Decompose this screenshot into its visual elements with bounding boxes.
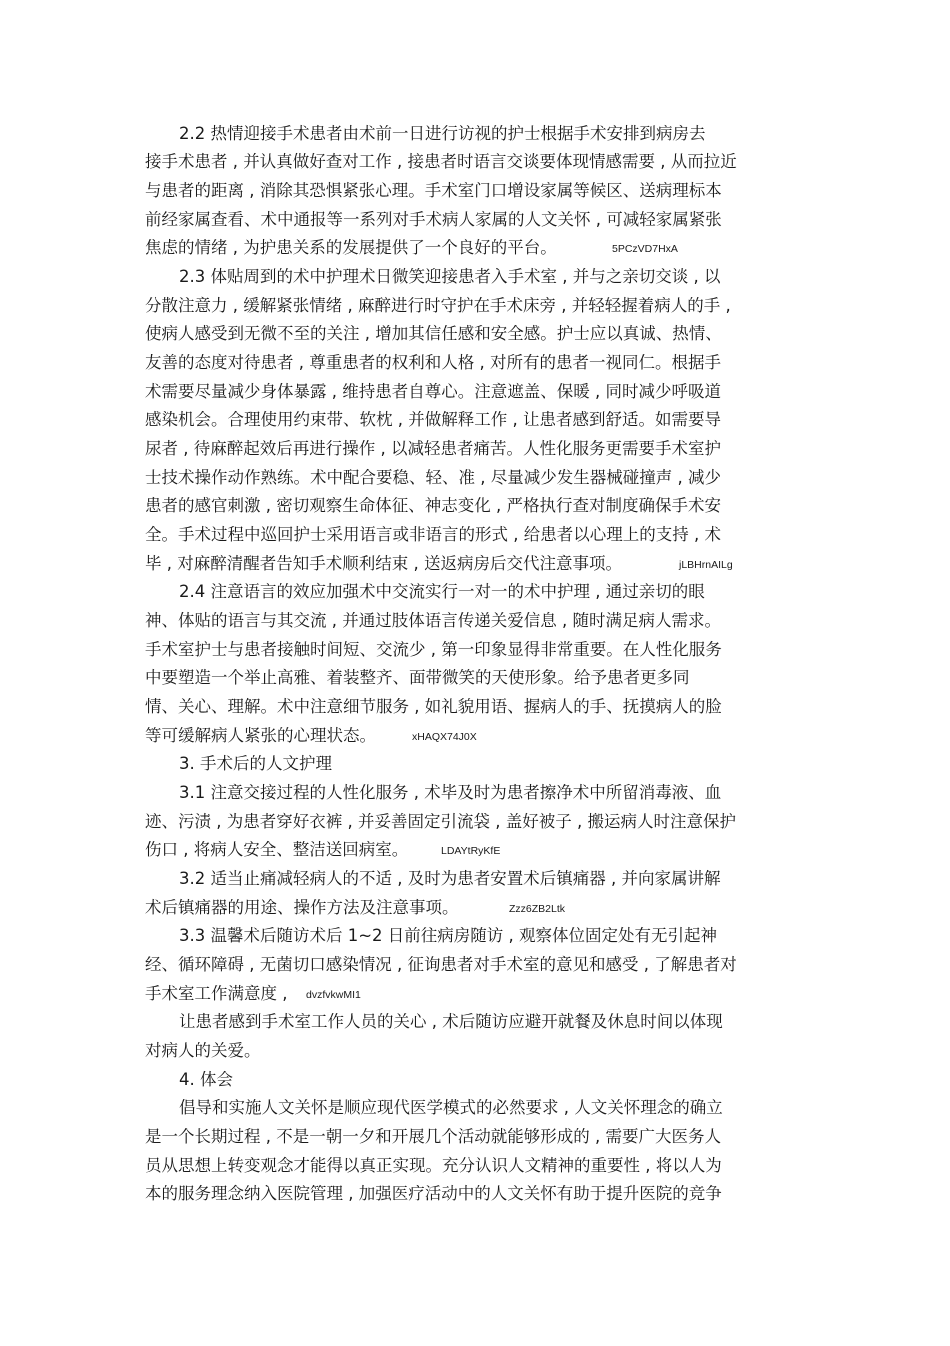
section-heading: 3. 手术后的人文护理 <box>179 754 332 773</box>
text-line: 3.3 温馨术后随访术后 1~2 日前往病房随访 , 观察体位固定处有无引起神 <box>179 926 718 945</box>
watermark-code: jLBHrnAILg <box>679 559 733 571</box>
text-line: 神、体贴的语言与其交流 , 并通过肢体语言传递关爱信息 , 随时满足病人需求。 <box>145 611 721 630</box>
text-line: 术后镇痛器的用途、操作方法及注意事项。 <box>145 898 459 917</box>
text-line: 情、关心、理解。术中注意细节服务 , 如礼貌用语、握病人的手、抚摸病人的脸 <box>145 697 722 716</box>
text-line: 士技术操作动作熟练。术中配合要稳、轻、准 , 尽量减少发生器械碰撞声 , 减少 <box>145 468 721 487</box>
text-line: 全。手术过程中巡回护士采用语言或非语言的形式 , 给患者以心理上的支持 , 术 <box>145 525 721 544</box>
text-line: 3.2 适当止痛减轻病人的不适 , 及时为患者安置术后镇痛器 , 并向家属讲解 <box>179 869 721 888</box>
watermark-code: LDAYtRyKfE <box>441 845 501 857</box>
text-line: 手术室护士与患者接触时间短、交流少 , 第一印象显得非常重要。在人性化服务 <box>145 640 722 659</box>
text-line: 员从思想上转变观念才能得以真正实现。充分认识人文精神的重要性 , 将以人为 <box>145 1156 722 1175</box>
text-line: 等可缓解病人紧张的心理状态。 <box>145 726 376 745</box>
watermark-code: xHAQX74J0X <box>412 731 477 743</box>
text-line: 本的服务理念纳入医院管理 , 加强医疗活动中的人文关怀有助于提升医院的竞争 <box>145 1184 722 1203</box>
watermark-code: 5PCzVD7HxA <box>612 243 678 255</box>
watermark-code: dvzfvkwMI1 <box>306 989 361 1001</box>
text-line: 2.3 体贴周到的术中护理术日微笑迎接患者入手术室 , 并与之亲切交谈 , 以 <box>179 267 721 286</box>
text-line: 尿者 , 待麻醉起效后再进行操作 , 以减轻患者痛苦。人性化服务更需要手术室护 <box>145 439 721 458</box>
text-line: 使病人感受到无微不至的关注 , 增加其信任感和安全感。护士应以真诚、热情、 <box>145 324 722 343</box>
text-line: 毕 , 对麻醉清醒者告知手术顺利结束 , 送返病房后交代注意事项。 <box>145 554 622 573</box>
text-line: 对病人的关爱。 <box>145 1041 261 1060</box>
text-line: 友善的态度对待患者 , 尊重患者的权利和人格 , 对所有的患者一视同仁。根据手 <box>145 353 721 372</box>
text-line: 是一个长期过程 , 不是一朝一夕和开展几个活动就能够形成的 , 需要广大医务人 <box>145 1127 721 1146</box>
text-line: 迹、污渍 , 为患者穿好衣裤 , 并妥善固定引流袋 , 盖好被子 , 搬运病人时注意保护 <box>145 812 736 831</box>
text-line: 焦虑的情绪 , 为护患关系的发展提供了一个良好的平台。 <box>145 238 557 257</box>
text-line: 2.2 热情迎接手术患者由术前一日进行访视的护士根据手术安排到病房去 <box>179 124 706 143</box>
section-heading: 4. 体会 <box>179 1070 233 1089</box>
watermark-code: Zzz6ZB2Ltk <box>509 903 566 915</box>
text-line: 感染机会。合理使用约束带、软枕 , 并做解释工作 , 让患者感到舒适。如需要导 <box>145 410 721 429</box>
text-line: 伤口 , 将病人安全、整洁送回病室。 <box>145 840 409 859</box>
text-line: 与患者的距离 , 消除其恐惧紧张心理。手术室门口增设家属等候区、送病理标本 <box>145 181 722 200</box>
text-line: 倡导和实施人文关怀是顺应现代医学模式的必然要求 , 人文关怀理念的确立 <box>179 1098 723 1117</box>
text-line: 经、循环障碍 , 无菌切口感染情况 , 征询患者对手术室的意见和感受 , 了解患者对 <box>145 955 737 974</box>
text-line: 让患者感到手术室工作人员的关心 , 术后随访应避开就餐及休息时间以体现 <box>179 1012 723 1031</box>
text-line: 中要塑造一个举止高雅、着装整齐、面带微笑的天使形象。给予患者更多同 <box>145 668 690 687</box>
text-line: 前经家属查看、术中通报等一系列对手术病人家属的人文关怀 , 可减轻家属紧张 <box>145 210 722 229</box>
text-line: 分散注意力 , 缓解紧张情绪 , 麻醉进行时守护在手术床旁 , 并轻轻握着病人的手 , <box>145 296 731 315</box>
text-line: 接手术患者 , 并认真做好查对工作 , 接患者时语言交谈要体现情感需要 , 从而拉近 <box>145 152 737 171</box>
text-line: 3.1 注意交接过程的人性化服务 , 术毕及时为患者擦净术中所留消毒液、血 <box>179 783 722 802</box>
text-line: 术需要尽量减少身体暴露 , 维持患者自尊心。注意遮盖、保暖 , 同时减少呼吸道 <box>145 382 721 401</box>
text-line: 2.4 注意语言的效应加强术中交流实行一对一的术中护理 , 通过亲切的眼 <box>179 582 705 601</box>
text-line: 患者的感官刺激 , 密切观察生命体征、神志变化 , 严格执行查对制度确保手术安 <box>145 496 721 515</box>
text-line: 手术室工作满意度 , <box>145 984 288 1003</box>
